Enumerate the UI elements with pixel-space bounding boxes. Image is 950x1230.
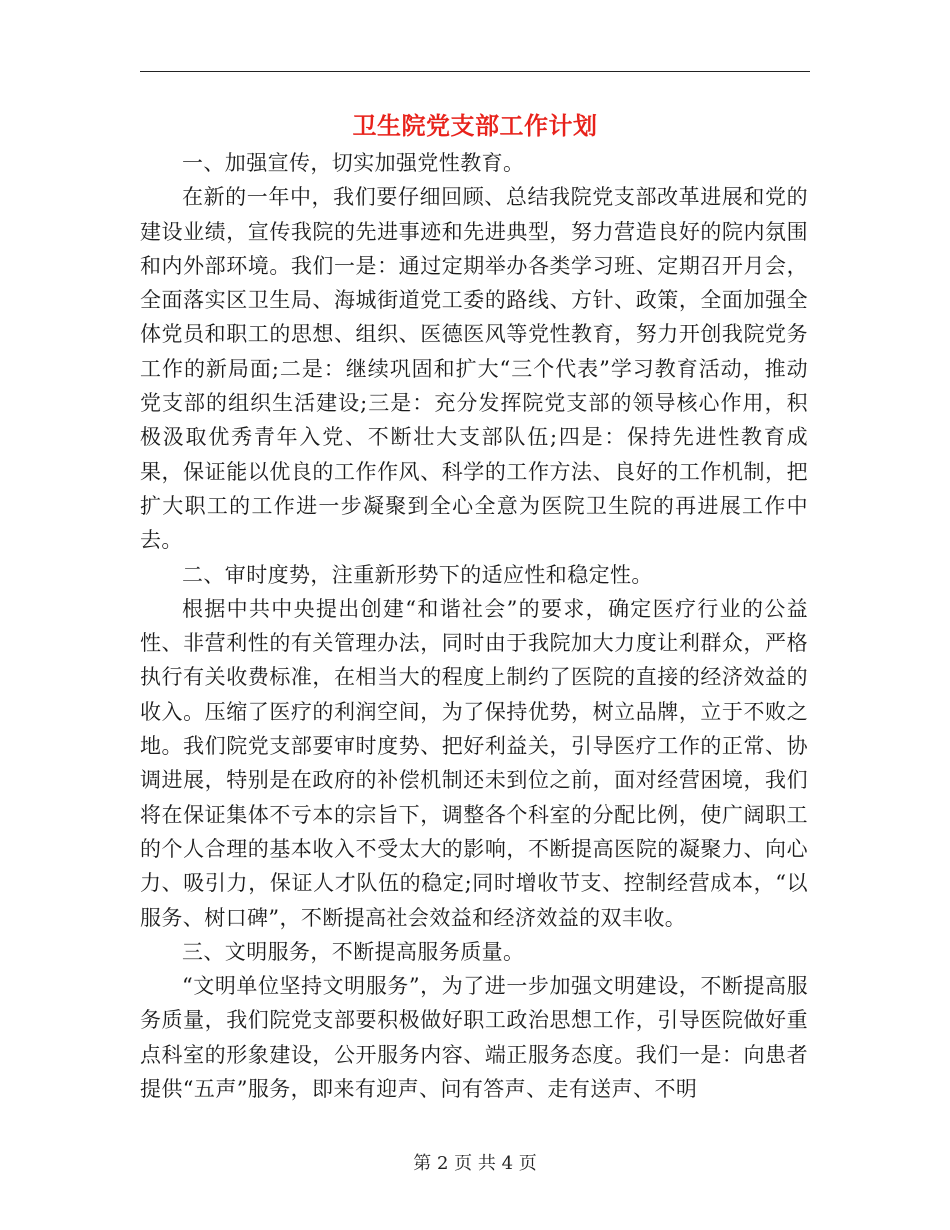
body-paragraph-3: “文明单位坚持文明服务”，为了进一步加强文明建设，不断提高服务质量，我们院党支部要积极做好职工政治思想工作，引导医院做好重点科室的形象建设，公开服务内容、端正服务态度。我们一是：向患者提供“五声”服务，即来有迎声、问有答声、走有送声、不明: [140, 974, 808, 1102]
document-title: 卫生院党支部工作计划: [352, 111, 598, 140]
header-rule: [140, 71, 810, 72]
body-paragraph-1: 在新的一年中，我们要仔细回顾、总结我院党支部改革进展和党的建设业绩，宣传我院的先进事迹和先进典型，努力营造良好的院内氛围和内外部环境。我们一是：通过定期举办各类学习班、定期召开月会，全面落实区卫生局、海城街道党工委的路线、方针、政策，全面加强全体党员和职工的思想、组织、医德医风等党性教育，努力开创我院党务工作的新局面;二是：继续巩固和扩大“三个代表”学习教育活动，推动党支部的组织生活建设;三是：充分发挥院党支部的领导核心作用，积极汲取优秀青年入党、不断壮大支部队伍;四是：保持先进性教育成果，保证能以优良的工作作风、科学的工作方法、良好的工作机制，把扩大职工的工作进一步凝聚到全心全意为医院卫生院的再进展工作中去。: [140, 185, 808, 553]
page-number: 第 2 页 共 4 页: [413, 1153, 537, 1174]
section-heading-1: 一、加强宣传，切实加强党性教育。: [182, 151, 525, 175]
section-heading-2: 二、审时度势，注重新形势下的适应性和稳定性。: [182, 562, 653, 587]
document-body: [140, 146, 808, 1106]
section-heading-3: 三、文明服务，不断提高服务质量。: [182, 939, 525, 964]
body-paragraph-2: 根据中共中央提出创建“和谐社会”的要求，确定医疗行业的公益性、非营利性的有关管理办法，同时由于我院加大力度让利群众，严格执行有关收费标准，在相当大的程度上制约了医院的直接的经济效益的收入。压缩了医疗的利润空间，为了保持优势，树立品牌，立于不败之地。我们院党支部要审时度势、把好利益关，引导医疗工作的正常、协调进展，特别是在政府的补偿机制还未到位之前，面对经营困境，我们将在保证集体不亏本的宗旨下，调整各个科室的分配比例，使广阔职工的个人合理的基本收入不受太大的影响，不断提高医院的凝聚力、向心力、吸引力，保证人才队伍的稳定;同时增收节支、控制经营成本，“以服务、树口碑”，不断提高社会效益和经济效益的双丰收。: [140, 596, 808, 930]
